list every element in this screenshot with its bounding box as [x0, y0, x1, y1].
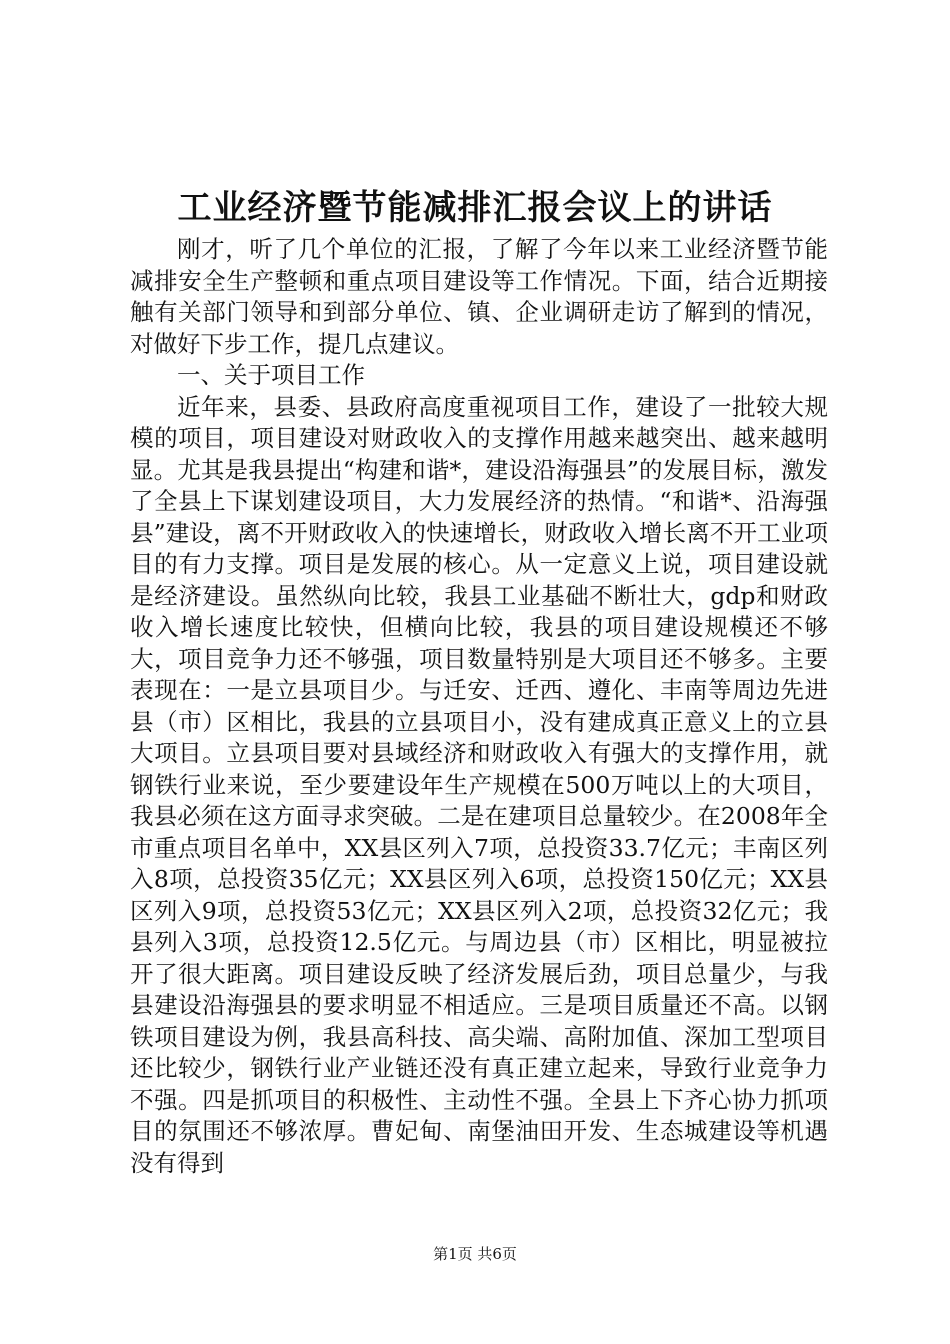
section-heading: 一、关于项目工作: [177, 361, 365, 389]
paragraph-projects: 近年来，县委、县政府高度重视项目工作，建设了一批较大规模的项目，项目建设对财政收入的支撑作用越来越突出、越来越明显。尤其是我县提出“构建和谐*，建设沿海强县”的发展目标，激发了全县上下谋划建设项目，大力发展经济的热情。“和谐*、沿海强县”建设，离不开财政收入的快速增长，财政收入增长离不开工业项目的有力支撑。项目是发展的核心。从一定意义上说，项目建设就是经济建设。虽然纵向比较，我县工业基础不断壮大，gdp和财政收入增长速度比较快，但横向比较，我县的项目建设规模还不够大，项目竞争力还不够强，项目数量特别是大项目还不够多。主要表现在：一是立县项目少。与迁安、迁西、遵化、丰南等周边先进县（市）区相比，我县的立县项目小，没有建成真正意义上的立县大项目。立县项目要对县域经济和财政收入有强大的支撑作用，就钢铁行业来说，至少要建设年生产规模在500万吨以上的大项目，我县必须在这方面寻求突破。二是在建项目总量较少。在2008年全市重点项目名单中，XX县区列入7项，总投资33.7亿元；丰南区列入8项，总投资35亿元；XX县区列入6项，总投资150亿元；XX县区列入9项，总投资53亿元；XX县区列入2项，总投资32亿元；我县列入3项，总投资12.5亿元。与周边县（市）区相比，明显被拉开了很大距离。项目建设反映了经济发展后劲，项目总量少，与我县建设沿海强县的要求明显不相适应。三是项目质量还不高。以钢铁项目建设为例，我县高科技、高尖端、高附加值、深加工型项目还比较少，钢铁行业产业链还没有真正建立起来，导致行业竞争力不强。四是抓项目的积极性、主动性不强。全县上下齐心协力抓项目的氛围还不够浓厚。曹妃甸、南堡油田开发、生态城建设等机遇没有得到: [130, 392, 828, 1177]
document-body: [130, 234, 828, 1179]
page-footer: 第1页 共6页: [433, 1245, 517, 1263]
document-title: 工业经济暨节能减排汇报会议上的讲话: [177, 188, 773, 228]
paragraph-intro: 刚才，听了几个单位的汇报，了解了今年以来工业经济暨节能减排安全生产整顿和重点项目建设等工作情况。下面，结合近期接触有关部门领导和到部分单位、镇、企业调研走访了解到的情况，对做好下步工作，提几点建议。: [130, 235, 828, 358]
